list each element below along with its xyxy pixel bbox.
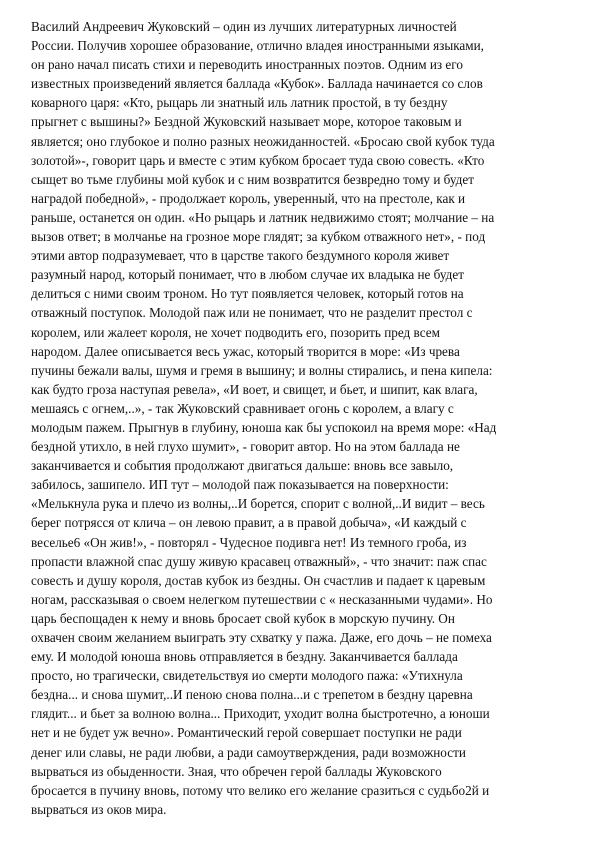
text-line: веселье6 «Он жив!», - повторял - Чудесное подивга нет! Из темного гроба, из — [31, 534, 467, 550]
text-line: мешаясь с огнем,..», - так Жуковский сравнивает огонь с королем, а влагу с — [31, 400, 454, 416]
text-line: наградой победной», - продолжает король, уверенный, что на престоле, как и — [31, 190, 466, 206]
essay-body — [31, 17, 563, 819]
text-line: охвачен своим желанием выиграть эту схватку у пажа. Даже, его дочь – не помеха — [31, 630, 492, 645]
text-line: царь беспощаден к нему и вновь бросает свой кубок в морскую пучину. Он — [31, 610, 455, 626]
text-line: пропасти влажной спас душу живую красавец отважный», - что значит: паж спас — [31, 553, 487, 569]
text-line: Василий Андреевич Жуковский – один из лучших литературных личностей — [31, 19, 457, 34]
text-line: раньше, останется он один. «Но рыцарь и латник недвижимо стоят; молчание – на — [31, 209, 495, 225]
text-line: бросается в пучину вновь, потому что велико его желание сразиться с судьбо2й и — [31, 782, 490, 798]
text-line: вырваться из оков мира. — [31, 801, 167, 817]
text-line: известных произведений является баллада «Кубок». Баллада начинается со слов — [31, 76, 483, 92]
text-line: пучины бежали валы, шумя и гремя в вышину; и волны стирались, и пена кипела: — [31, 362, 493, 378]
text-line: отважный поступок. Молодой паж или не понимает, что не разделит престол с — [31, 305, 473, 321]
text-line: забилось, зашипело. ИП тут – молодой паж показывается на поверхности: — [31, 477, 449, 493]
text-line: нет и не будет уж вечно». Романтический герой совершает поступки не ради — [31, 725, 462, 741]
text-line: ногам, рассказывая о своем нелегком путешествии с « несказанными чудами». Но — [31, 591, 493, 607]
text-line: является; оно глубокое и полно разных неожиданностей. «Бросаю свой кубок туда — [31, 133, 495, 149]
text-line: вырваться из обыденности. Зная, что обречен герой баллады Жуковского — [31, 763, 442, 779]
text-line: сыщет во тьме глубины мой кубок и с ним возвратится безвредно тому и будет — [31, 171, 474, 187]
text-line: России. Получив хорошее образование, отлично владея иностранными языками, — [31, 38, 484, 54]
text-line: бездной утихло, в ней глухо шумит», - говорит автор. Но на этом баллада не — [31, 439, 460, 455]
text-line: «Мелькнула рука и плечо из волны,..И борется, спорит с волной,..И видит – весь — [31, 496, 485, 512]
text-line: берег потрясся от клича – он левою правит, а в правой добыча», «И каждый с — [31, 515, 467, 531]
text-line: он рано начал писать стихи и переводить иностранных поэтов. Одним из его — [31, 57, 463, 73]
text-line: молодым пажем. Прыгнув в глубину, юноша как бы успокоил на время море: «Над — [31, 419, 497, 435]
text-line: бездна... и снова шумит,..И пеною снова полна...и с трепетом в бездну царевна — [31, 687, 473, 703]
text-line: заканчивается и события продолжают двигаться дальше: вновь все завыло, — [31, 458, 454, 474]
text-line: просто, но трагически, свидетельствуя ио смерти молодого пажа: «Утихнула — [31, 668, 463, 684]
text-line: прыгнет с вышины?» Бездной Жуковский называет море, которое таковым и — [31, 114, 462, 130]
text-line: делиться с ними своим троном. Но тут появляется человек, который готов на — [31, 286, 464, 302]
text-line: как будто гроза наступая ревела», «И воет, и свищет, и бьет, и шипит, как влага, — [31, 381, 478, 397]
text-line: совесть и душу короля, достав кубок из бездны. Он счастлив и падает к царевым — [31, 572, 486, 588]
text-line: народом. Далее описывается весь ужас, который творится в море: «Из чрева — [31, 343, 460, 359]
text-line: королем, или жалеет короля, не хочет подводить его, позорить пред всем — [31, 324, 440, 340]
text-line: глядит... и бьет за волною волна... Приходит, уходит волна быстротечно, а юноши — [31, 706, 490, 722]
text-line: денег или славы, не ради любви, а ради самоутверждения, ради возможности — [31, 744, 466, 760]
text-line: этими автор подразумевает, что в царстве такого бездумного короля живет — [31, 248, 450, 264]
text-line: ему. И молодой юноша вновь отправляется в бездну. Заканчивается баллада — [31, 649, 458, 665]
text-line: коварного царя: «Кто, рыцарь ли знатный иль латник простой, в ту бездну — [31, 95, 448, 111]
text-line: разумный народ, который понимает, что в любом случае их владыка не будет — [31, 267, 464, 283]
text-line: вызов ответ; в молчанье на грозное море глядят; за кубком отважного нет», - под — [31, 229, 486, 245]
text-line: золотой»-, говорит царь и вместе с этим кубком бросает туда свою совесть. «Кто — [31, 152, 485, 168]
